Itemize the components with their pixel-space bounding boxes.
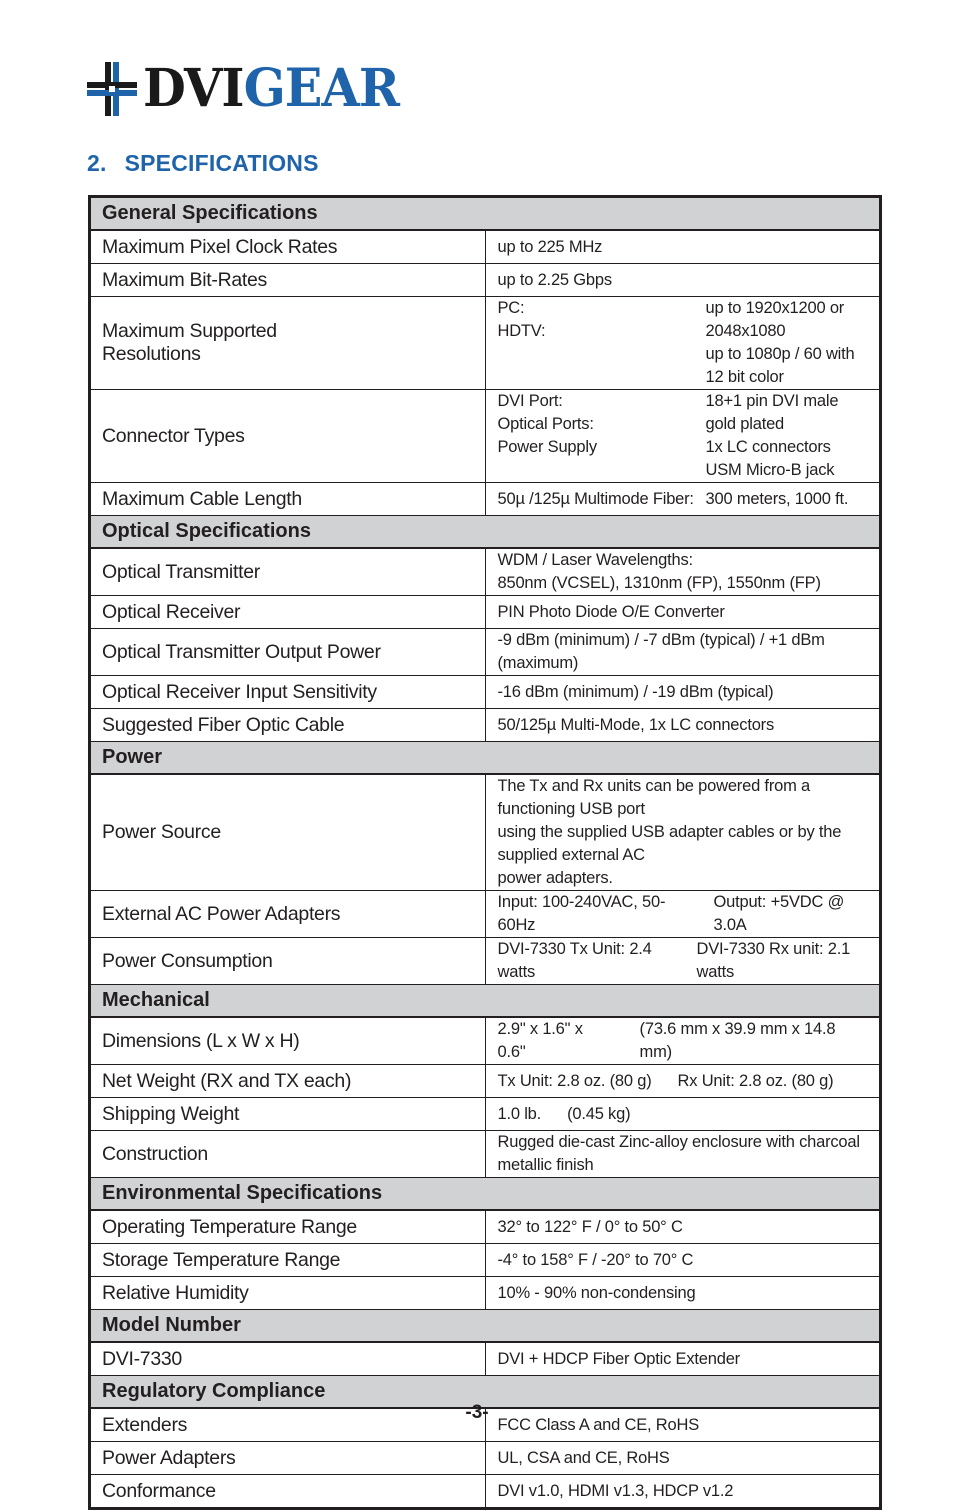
spec-value-pair bbox=[498, 891, 870, 937]
spec-value-columns bbox=[498, 488, 870, 511]
section-header: General Specifications bbox=[90, 197, 881, 231]
section-header: Model Number bbox=[90, 1310, 881, 1343]
section-header: Environmental Specifications bbox=[90, 1178, 881, 1211]
spec-label: External AC Power Adapters bbox=[90, 891, 486, 938]
spec-label: Dimensions (L x W x H) bbox=[90, 1017, 486, 1065]
spec-value-part: Rx Unit: 2.8 oz. (80 g) bbox=[677, 1071, 834, 1090]
spec-value-detail: 300 meters, 1000 ft. bbox=[705, 489, 849, 508]
spec-row bbox=[90, 1342, 881, 1376]
spec-value-part: 2.9" x 1.6" x 0.6" bbox=[497, 1020, 583, 1061]
section-header: Optical Specifications bbox=[90, 516, 881, 549]
brand-wordmark bbox=[143, 58, 399, 119]
spec-value bbox=[485, 297, 881, 390]
spec-row bbox=[90, 1210, 881, 1244]
section-header-row bbox=[90, 197, 881, 231]
spec-value-line: power adapters. bbox=[497, 869, 613, 887]
spec-label: Maximum Cable Length bbox=[90, 483, 486, 516]
spec-row bbox=[90, 390, 881, 483]
section-header-row bbox=[90, 1310, 881, 1343]
spec-value: FCC Class A and CE, RoHS bbox=[485, 1408, 881, 1442]
spec-row bbox=[90, 483, 881, 516]
spec-value-key-column bbox=[498, 488, 706, 511]
spec-value-part: DVI-7330 Tx Unit: 2.4 watts bbox=[497, 940, 652, 981]
spec-value-key: HDTV: bbox=[497, 322, 546, 340]
spec-label: Power Source bbox=[90, 774, 486, 891]
spec-value: PIN Photo Diode O/E Converter bbox=[485, 596, 881, 629]
spec-value: 10% - 90% non-condensing bbox=[485, 1277, 881, 1310]
spec-value-part: DVI-7330 Rx unit: 2.1 watts bbox=[696, 940, 851, 981]
spec-row bbox=[90, 230, 881, 264]
spec-value bbox=[485, 1017, 881, 1065]
spec-value-pair bbox=[498, 1103, 870, 1126]
spec-value-key: Optical Ports: bbox=[497, 415, 594, 433]
spec-value-line: The Tx and Rx units can be powered from a functioning USB port bbox=[497, 777, 810, 818]
spec-value-columns bbox=[498, 390, 870, 482]
spec-value: up to 2.25 Gbps bbox=[485, 264, 881, 297]
spec-row bbox=[90, 1277, 881, 1310]
spec-label bbox=[90, 297, 486, 390]
spec-value: Rugged die-cast Zinc-alloy enclosure with charcoal metallic finish bbox=[485, 1131, 881, 1178]
spec-value-key-column bbox=[498, 297, 706, 389]
section-title: SPECIFICATIONS bbox=[124, 150, 319, 176]
section-header: Power bbox=[90, 742, 881, 775]
specifications-table bbox=[88, 195, 882, 1510]
brand-name-dvi: DVI bbox=[143, 58, 244, 119]
spec-value bbox=[485, 483, 881, 516]
section-header: Mechanical bbox=[90, 985, 881, 1018]
spec-row bbox=[90, 596, 881, 629]
spec-value-key: 50µ /125µ Multimode Fiber: bbox=[497, 489, 694, 508]
spec-label: Power Consumption bbox=[90, 938, 486, 985]
spec-label: Operating Temperature Range bbox=[90, 1210, 486, 1244]
spec-value: DVI + HDCP Fiber Optic Extender bbox=[485, 1342, 881, 1376]
spec-label: Optical Transmitter Output Power bbox=[90, 629, 486, 676]
spec-value-line: WDM / Laser Wavelengths: bbox=[497, 551, 693, 569]
spec-value bbox=[485, 390, 881, 483]
spec-row bbox=[90, 1442, 881, 1475]
spec-label: Connector Types bbox=[90, 390, 486, 483]
spec-row bbox=[90, 774, 881, 891]
spec-row bbox=[90, 1098, 881, 1131]
section-header-row bbox=[90, 1178, 881, 1211]
spec-value bbox=[485, 774, 881, 891]
spec-value-detail: up to 1920x1200 or 2048x1080 bbox=[705, 299, 845, 340]
spec-row bbox=[90, 1065, 881, 1098]
spec-value-part: Tx Unit: 2.8 oz. (80 g) bbox=[497, 1071, 652, 1090]
spec-value-pair bbox=[498, 1070, 870, 1093]
spec-label: Suggested Fiber Optic Cable bbox=[90, 709, 486, 742]
dvigear-cross-icon bbox=[87, 62, 137, 116]
spec-value: -16 dBm (minimum) / -19 dBm (typical) bbox=[485, 676, 881, 709]
spec-value-detail: USM Micro-B jack bbox=[705, 461, 835, 479]
spec-value bbox=[485, 938, 881, 985]
spec-label: Construction bbox=[90, 1131, 486, 1178]
spec-row bbox=[90, 548, 881, 596]
spec-value: 50/125µ Multi-Mode, 1x LC connectors bbox=[485, 709, 881, 742]
spec-row bbox=[90, 264, 881, 297]
spec-row bbox=[90, 629, 881, 676]
spec-label: Maximum Bit-Rates bbox=[90, 264, 486, 297]
spec-label: Net Weight (RX and TX each) bbox=[90, 1065, 486, 1098]
spec-label-line: Resolutions bbox=[102, 343, 201, 365]
spec-value-detail: 18+1 pin DVI male gold plated bbox=[705, 392, 839, 433]
spec-label: Maximum Pixel Clock Rates bbox=[90, 230, 486, 264]
spec-label: Optical Receiver bbox=[90, 596, 486, 629]
spec-value: -4° to 158° F / -20° to 70° C bbox=[485, 1244, 881, 1277]
spec-value-key-column bbox=[498, 390, 706, 482]
spec-value-detail: 1x LC connectors bbox=[705, 438, 831, 456]
spec-label: Power Adapters bbox=[90, 1442, 486, 1475]
spec-row bbox=[90, 676, 881, 709]
spec-row bbox=[90, 1017, 881, 1065]
spec-value-line: 850nm (VCSEL), 1310nm (FP), 1550nm (FP) bbox=[497, 574, 821, 592]
spec-value-key: DVI Port: bbox=[497, 392, 563, 410]
page-number: -3- bbox=[465, 1402, 489, 1423]
spec-value-part: 1.0 lb. bbox=[497, 1104, 542, 1123]
page-title bbox=[87, 150, 319, 177]
spec-value-columns bbox=[498, 297, 870, 389]
spec-value: up to 225 MHz bbox=[485, 230, 881, 264]
spec-value bbox=[485, 1098, 881, 1131]
spec-row bbox=[90, 1131, 881, 1178]
spec-label-line: Maximum Supported bbox=[102, 320, 277, 342]
section-header-row bbox=[90, 742, 881, 775]
spec-row bbox=[90, 938, 881, 985]
spec-value bbox=[485, 1065, 881, 1098]
spec-label: Shipping Weight bbox=[90, 1098, 486, 1131]
spec-value-detail-column bbox=[706, 390, 870, 482]
section-header-row bbox=[90, 985, 881, 1018]
brand-name-gear: GEAR bbox=[243, 58, 399, 119]
spec-value-part: (0.45 kg) bbox=[567, 1104, 631, 1123]
spec-value bbox=[485, 548, 881, 596]
spec-value-part: Input: 100-240VAC, 50-60Hz bbox=[497, 893, 666, 934]
spec-value-detail-column bbox=[706, 297, 870, 389]
spec-value-key: PC: bbox=[497, 299, 525, 317]
spec-value: DVI v1.0, HDMI v1.3, HDCP v1.2 bbox=[485, 1475, 881, 1509]
spec-row bbox=[90, 1475, 881, 1509]
spec-value bbox=[485, 891, 881, 938]
spec-label: Storage Temperature Range bbox=[90, 1244, 486, 1277]
section-header-row bbox=[90, 516, 881, 549]
spec-row bbox=[90, 1244, 881, 1277]
spec-row bbox=[90, 709, 881, 742]
spec-value-part: Output: +5VDC @ 3.0A bbox=[713, 893, 845, 934]
spec-value-detail-column bbox=[706, 488, 870, 511]
spec-value-part: (73.6 mm x 39.9 mm x 14.8 mm) bbox=[639, 1020, 836, 1061]
spec-row bbox=[90, 297, 881, 390]
spec-row bbox=[90, 891, 881, 938]
spec-label: Conformance bbox=[90, 1475, 486, 1509]
spec-value-pair bbox=[498, 938, 870, 984]
spec-value-key: Power Supply bbox=[497, 438, 597, 456]
spec-value: -9 dBm (minimum) / -7 dBm (typical) / +1 dBm (maximum) bbox=[485, 629, 881, 676]
spec-value-line: using the supplied USB adapter cables or by the supplied external AC bbox=[497, 823, 842, 864]
spec-label: Extenders bbox=[90, 1408, 486, 1442]
brand-logo bbox=[87, 58, 412, 119]
spec-value: UL, CSA and CE, RoHS bbox=[485, 1442, 881, 1475]
spec-label: Optical Receiver Input Sensitivity bbox=[90, 676, 486, 709]
spec-value-detail: up to 1080p / 60 with 12 bit color bbox=[705, 345, 855, 386]
spec-label: Relative Humidity bbox=[90, 1277, 486, 1310]
spec-value-pair bbox=[498, 1018, 870, 1064]
spec-label: DVI-7330 bbox=[90, 1342, 486, 1376]
spec-value: 32° to 122° F / 0° to 50° C bbox=[485, 1210, 881, 1244]
section-number: 2. bbox=[87, 150, 107, 176]
spec-label: Optical Transmitter bbox=[90, 548, 486, 596]
section-header: Regulatory Compliance bbox=[90, 1376, 881, 1409]
